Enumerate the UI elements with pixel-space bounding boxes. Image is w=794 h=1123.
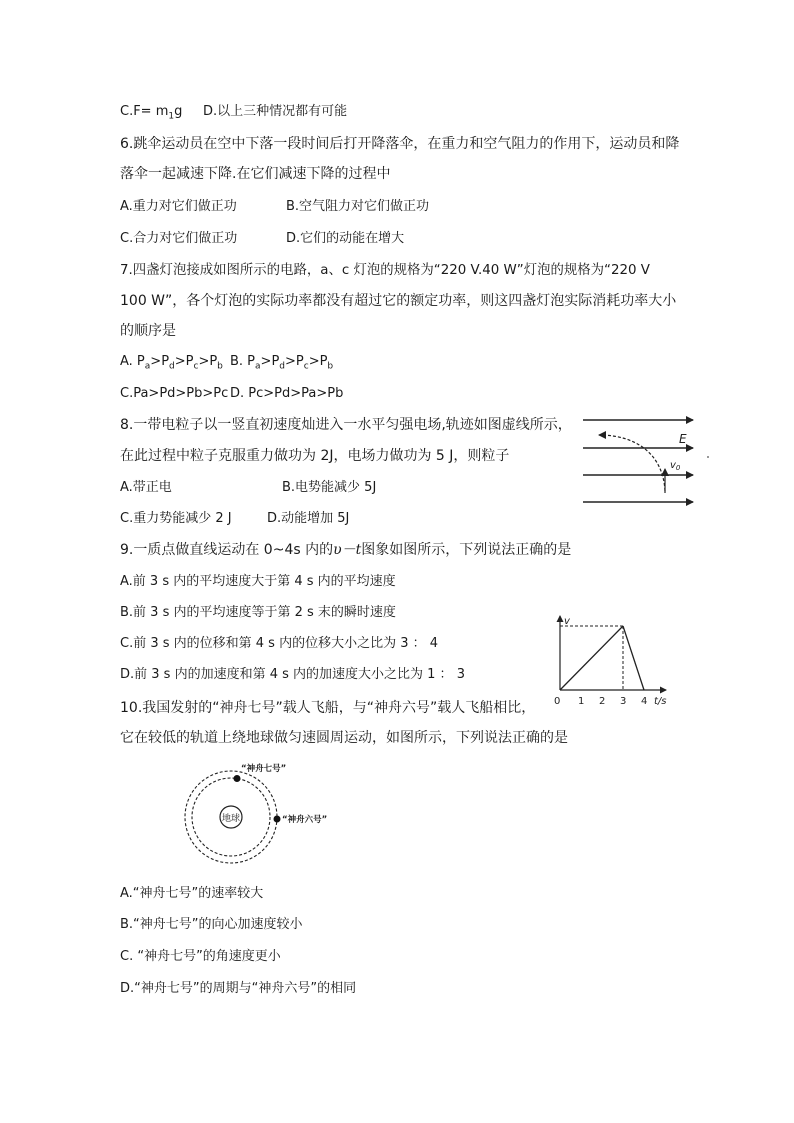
q8-stem-line1: 8.一带电粒子以一竖直初速度灿进入一水平匀强电场,轨迹如图虚线所示， — [120, 417, 572, 433]
stray-mark — [707, 456, 709, 458]
q9-vt-graph — [548, 612, 678, 710]
shenzhou6-spacecraft — [274, 816, 281, 823]
q7-option-d: D. Pc>Pd>Pa>Pb — [230, 386, 344, 401]
tick-2: 2 — [599, 696, 606, 707]
tick-1: 1 — [578, 696, 585, 707]
q8-stem-line2: 在此过程中粒子克服重力做功为 2J，电场力做功为 5 J，则粒子 — [120, 448, 510, 464]
q10-option-c: C. “神舟七号”的角速度更小 — [120, 949, 281, 964]
q6-option-a: A.重力对它们做正功 — [120, 199, 237, 214]
q7-option-c: C.Pa>Pd>Pb>Pc — [120, 386, 229, 401]
q10-stem-line2: 它在较低的轨道上绕地球做匀速圆周运动，如图所示，下列说法正确的是 — [120, 730, 568, 746]
q8-option-a: A.带正电 — [120, 480, 172, 495]
q6-option-d: D.它们的动能在增大 — [286, 231, 405, 246]
q9-stem: 9.一质点做直线运动在 0~4s 内的υ－t图象如图所示，下列说法正确的是 — [120, 542, 572, 558]
velocity-label: $v_0$ — [670, 460, 681, 472]
x-axis-label: t/s — [654, 696, 667, 707]
q8-field-figure — [575, 413, 715, 513]
q7-option-a: A. $P_a>P_d>P_c>P_b$ — [120, 354, 223, 372]
tick-4: 4 — [641, 696, 648, 707]
shenzhou7-label: “神舟七号” — [241, 764, 287, 774]
q8-option-d: D.动能增加 5J — [267, 511, 350, 526]
q7-stem-line3: 的顺序是 — [120, 323, 176, 339]
tick-3: 3 — [620, 696, 627, 707]
q9-option-d: D.前 3 s 内的加速度和第 4 s 内的加速度大小之比为 1 ： 3 — [120, 667, 465, 682]
q9-option-c: C.前 3 s 内的位移和第 4 s 内的位移大小之比为 3 ： 4 — [120, 636, 439, 651]
q6-option-b: B.空气阻力对它们做正功 — [286, 199, 430, 214]
particle-trajectory — [599, 435, 665, 491]
q7-stem-line2: 100 W”，各个灯泡的实际功率都没有超过它的额定功率，则这四盏灯泡实际消耗功率大小 — [120, 293, 677, 309]
q6-stem-line1: 6.跳伞运动员在空中下落一段时间后打开降落伞，在重力和空气阻力的作用下，运动员和降 — [120, 136, 680, 152]
y-axis-label: v — [564, 616, 570, 627]
earth-label: 地球 — [221, 814, 241, 824]
q10-option-d: D.“神舟七号”的周期与“神舟六号”的相同 — [120, 981, 357, 996]
tick-0: 0 — [554, 696, 561, 707]
accel-segment — [560, 626, 623, 690]
shenzhou6-label: “神舟六号” — [282, 815, 328, 825]
q6-option-c: C.合力对它们做正功 — [120, 231, 238, 246]
decel-segment — [623, 626, 644, 690]
q10-option-b: B.“神舟七号”的向心加速度较小 — [120, 917, 303, 932]
q8-option-c: C.重力势能减少 2 J — [120, 511, 232, 526]
q9-option-b: B.前 3 s 内的平均速度等于第 2 s 末的瞬时速度 — [120, 605, 396, 620]
field-label-e: E — [679, 432, 687, 446]
q8-option-b: B.电势能减少 5J — [282, 480, 377, 495]
q9-option-a: A.前 3 s 内的平均速度大于第 4 s 内的平均速度 — [120, 574, 396, 589]
q5-option-c: $C.F= m_1g$ — [120, 104, 183, 122]
q7-stem-line1: 7.四盏灯泡接成如图所示的电路，a、c 灯泡的规格为“220 V.40 W”灯泡的规格为“220 V — [120, 263, 650, 278]
q6-stem-line2: 落伞一起减速下降.在它们减速下降的过程中 — [120, 166, 391, 182]
q5-option-d: D.以上三种情况都有可能 — [203, 104, 348, 119]
shenzhou7-spacecraft — [234, 775, 241, 782]
q10-option-a: A.“神舟七号”的速率较大 — [120, 886, 264, 901]
q10-stem-line1: 10.我国发射的“神舟七号”载人飞船，与“神舟六号”载人飞船相比， — [120, 700, 536, 716]
q10-orbit-figure — [175, 758, 375, 873]
q7-option-b: B. $P_a>P_d>P_c>P_b$ — [230, 354, 334, 372]
